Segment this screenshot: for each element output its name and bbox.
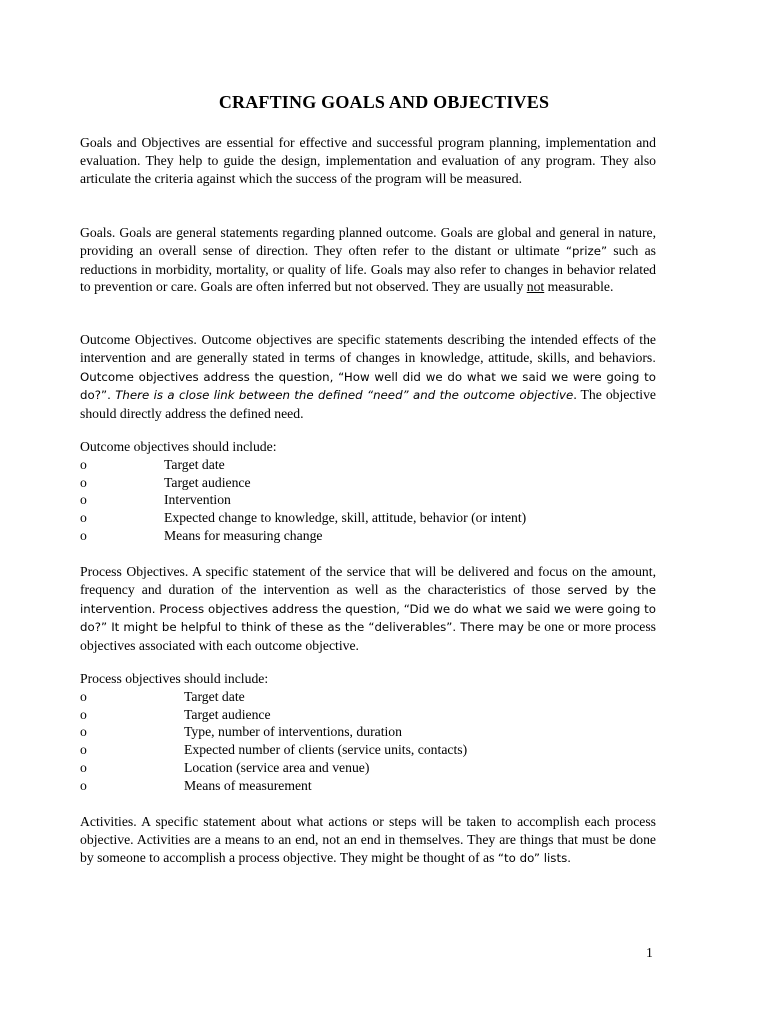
list-item: o Expected change to knowledge, skill, attitude, behavior (or intent) [80, 510, 527, 526]
list-item: o Target audience [80, 474, 251, 490]
page-number: 1 [646, 945, 653, 960]
bullet-icon: o [80, 742, 87, 758]
goals-paragraph: Goals. Goals are general statements regarding planned outcome. Goals are global and general in nature, providing an overall sense of direction. They often refer to the distant or ultimate “prize” such as reductions in morbidity, mortality, or quality of life. Goals may also refer to changes in behavior related to prevention or care. Goals are often inferred but not observed. They are usually not measurable. [80, 225, 656, 295]
process-objectives-paragraph: Process Objectives. A specific statement of the service that will be delivered and focus on the amount, frequency and duration of the intervention as well as the characteristics of those served by the intervention. Process objectives address the question, “Did we do what we said we were going to do?” It might be helpful to think of these as the “deliverables”. There may be one or more process objectives associated with each outcome objective. [80, 564, 657, 654]
list-item: o Means of measurement [80, 777, 312, 793]
document-title: CRAFTING GOALS AND OBJECTIVES [218, 92, 550, 112]
bullet-icon: o [80, 474, 87, 490]
bullet-icon: o [80, 777, 87, 793]
outcome-objectives-paragraph: Outcome Objectives. Outcome objectives are specific statements describing the intended effects of the intervention and are generally stated in terms of changes in knowledge, attitude, skills, and behaviors. Outcome objectives address the question, “How well did we do what we said we were going to do?”. There is a close link between the defined “need” and the outcome objective. The objective should directly address the defined need. [80, 332, 656, 422]
intro-paragraph: Goals and Objectives are essential for effective and successful program planning, implementation and evaluation. They help to guide the design, implementation and evaluation of any program. They also articulate the criteria against which the success of the program will be measured. [80, 135, 656, 186]
list-item: o Target audience [80, 706, 271, 722]
list-item: o Target date [80, 456, 225, 472]
process-list-heading: Process objectives should include: [80, 671, 269, 686]
bullet-icon: o [80, 510, 87, 526]
outcome-list-heading: Outcome objectives should include: [80, 439, 277, 454]
process-objectives-list [80, 670, 680, 795]
bullet-icon: o [80, 688, 87, 704]
bullet-icon: o [80, 706, 87, 722]
list-item: o Target date [80, 688, 245, 704]
list-item: o Intervention [80, 492, 231, 508]
list-item: o Location (service area and venue) [80, 759, 370, 775]
outcome-objectives-list [80, 438, 680, 545]
list-item: o Type, number of interventions, duration [80, 724, 402, 740]
list-item: o Means for measuring change [80, 527, 323, 543]
bullet-icon: o [80, 724, 87, 740]
bullet-icon: o [80, 492, 87, 508]
bullet-icon: o [80, 456, 87, 472]
list-item: o Expected number of clients (service units, contacts) [80, 742, 468, 758]
bullet-icon: o [80, 527, 87, 543]
activities-paragraph: Activities. A specific statement about what actions or steps will be taken to accomplish each process objective. Activities are a means to an end, not an end in themselves. They are things that must be done by someone to accomplish a process objective. They might be thought of as “to do” lists. [80, 814, 656, 865]
bullet-icon: o [80, 759, 87, 775]
